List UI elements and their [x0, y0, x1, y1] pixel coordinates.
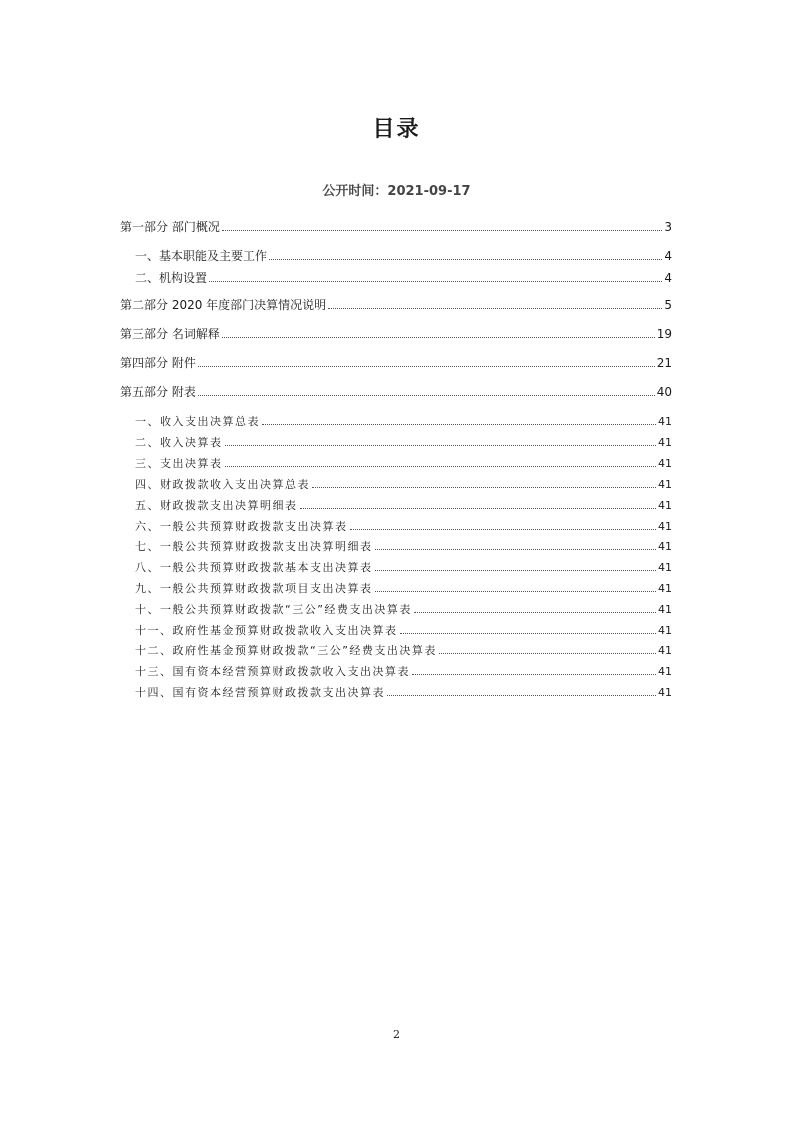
toc-entry-label: 二、机构设置 [135, 271, 208, 285]
toc-entry[interactable] [135, 622, 672, 638]
toc-entry[interactable] [120, 355, 672, 371]
toc-entry-page: 41 [658, 457, 672, 470]
toc-entry-label: 八、一般公共预算财政拨款基本支出决算表 [135, 561, 373, 574]
toc-entry-page: 41 [658, 499, 672, 512]
toc-entry-label: 三、支出决算表 [135, 457, 223, 470]
toc-entry-page: 41 [658, 665, 672, 678]
toc-entry-page: 41 [658, 644, 672, 657]
toc-entry-page: 21 [656, 356, 672, 370]
toc-entry-label: 十一、政府性基金预算财政拨款收入支出决算表 [135, 624, 398, 637]
toc-entry[interactable] [135, 663, 672, 679]
toc-entry[interactable] [135, 434, 672, 450]
toc-entry-page: 4 [664, 249, 672, 263]
toc-entry[interactable] [135, 538, 672, 554]
toc-entry-label: 第二部分 2020 年度部门决算情况说明 [120, 298, 327, 312]
toc-entry-label: 五、财政拨款支出决算明细表 [135, 499, 298, 512]
toc-entry-page: 5 [664, 298, 672, 312]
toc-leader [328, 297, 662, 309]
toc-entry[interactable] [135, 497, 672, 513]
toc-entry-label: 七、一般公共预算财政拨款支出决算明细表 [135, 540, 373, 553]
toc-leader [222, 326, 655, 338]
toc-entry[interactable] [135, 559, 672, 575]
toc-leader [387, 684, 656, 696]
toc-entry-page: 41 [658, 540, 672, 553]
toc-leader [198, 384, 655, 396]
toc-entry-page: 41 [658, 478, 672, 491]
toc-leader [222, 219, 663, 231]
toc-leader [375, 538, 657, 550]
toc-entry-page: 41 [658, 603, 672, 616]
toc-entry[interactable] [120, 384, 672, 400]
toc-entry[interactable] [120, 326, 672, 342]
toc-entry-page: 40 [656, 385, 672, 399]
document-title: 目录 [372, 117, 421, 142]
toc-entry-page: 41 [658, 520, 672, 533]
toc-entry[interactable] [135, 642, 672, 658]
toc-leader [262, 413, 656, 425]
toc-entry[interactable] [135, 518, 672, 534]
toc-entry[interactable] [135, 413, 672, 429]
toc-leader [414, 601, 656, 613]
toc-leader [375, 559, 657, 571]
toc-leader [350, 518, 657, 530]
toc-entry[interactable] [135, 248, 672, 264]
toc-leader [439, 642, 656, 654]
toc-leader [225, 455, 657, 467]
toc-entry[interactable] [135, 684, 672, 700]
toc-entry-page: 41 [658, 686, 672, 699]
toc-entry-label: 第四部分 附件 [120, 356, 196, 370]
toc-entry-label: 四、财政拨款收入支出决算总表 [135, 478, 310, 491]
toc-entry-label: 一、基本职能及主要工作 [135, 249, 268, 263]
toc-entry[interactable] [135, 476, 672, 492]
toc-entry[interactable] [120, 297, 672, 313]
toc-leader [375, 580, 657, 592]
toc-entry-label: 九、一般公共预算财政拨款项目支出决算表 [135, 582, 373, 595]
toc-leader [198, 355, 655, 367]
toc-entry-label: 十四、国有资本经营预算财政拨款支出决算表 [135, 686, 385, 699]
toc-entry-page: 41 [658, 436, 672, 449]
toc-entry[interactable] [135, 455, 672, 471]
toc-leader [312, 476, 656, 488]
toc-entry-page: 19 [656, 327, 672, 341]
toc-entry-label: 第五部分 附表 [120, 385, 196, 399]
toc-entry-page: 41 [658, 582, 672, 595]
toc-entry-page: 41 [658, 624, 672, 637]
toc-entry-label: 十、一般公共预算财政拨款“三公”经费支出决算表 [135, 603, 412, 616]
toc-entry-label: 十三、国有资本经营预算财政拨款收入支出决算表 [135, 665, 410, 678]
toc-entry[interactable] [135, 601, 672, 617]
toc-entry-label: 二、收入决算表 [135, 436, 223, 449]
toc-entry[interactable] [120, 219, 672, 235]
toc-entry-page: 41 [658, 561, 672, 574]
toc-leader [269, 248, 662, 260]
toc-entry-label: 一、收入支出决算总表 [135, 415, 260, 428]
toc-entry-label: 十二、政府性基金预算财政拨款“三公”经费支出决算表 [135, 644, 437, 657]
toc-entry-label: 第三部分 名词解释 [120, 327, 220, 341]
toc-entry-page: 3 [664, 220, 672, 234]
toc-leader [300, 497, 657, 509]
publish-date: 公开时间：2021-09-17 [322, 184, 471, 199]
toc-leader [412, 663, 656, 675]
toc-entry-page: 41 [658, 415, 672, 428]
toc-leader [209, 270, 662, 282]
page-number: 2 [393, 1028, 400, 1041]
toc-entry[interactable] [135, 270, 672, 286]
toc-entry-label: 第一部分 部门概况 [120, 220, 220, 234]
toc-leader [400, 622, 657, 634]
toc-entry-page: 4 [664, 271, 672, 285]
toc-entry-label: 六、一般公共预算财政拨款支出决算表 [135, 520, 348, 533]
toc-leader [225, 434, 657, 446]
toc-entry[interactable] [135, 580, 672, 596]
